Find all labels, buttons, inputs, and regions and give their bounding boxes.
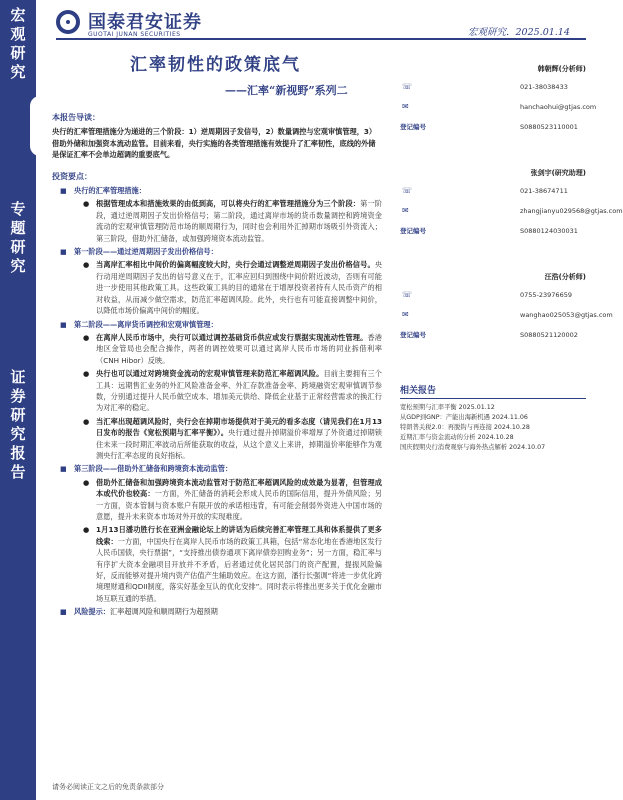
point-body: 目前主要拥有三个工具：远期售汇业务的外汇风险准备金率、外汇存款准备金率、跨境融资宏观审慎调节参数，分别通过提升人民币做空成本、增加美元供给、降低企业基于正常经营需求的换汇行为对汇率的稳定。	[96, 369, 382, 413]
point-lead: 1月13日潘功胜行长在亚洲金融论坛上的讲话为后续完善汇率管理工具和体系提供了更多线索：	[96, 525, 382, 546]
point-body: 香港地区金管局也会配合操作，两者的调控效果可以通过离岸人民币市场的同业拆借利率（CNH Hibor）反映。	[96, 332, 382, 365]
phone-icon: ☏	[402, 186, 413, 195]
analyst-code-row	[400, 330, 586, 340]
analyst-email-row	[400, 206, 623, 216]
header-divider	[56, 38, 586, 40]
analyst-email[interactable]: wanghao025053@gtjas.com	[520, 311, 613, 319]
point-body: 央行动用逆周期因子发出的信号意义在于，汇率应回归到围绕中间价附近波动，否则有可能进一步使用其他政策工具。这些政策工具的目的通常在于增厚投资者持有人民币资产的相对收益，从而减少做空需求，防范汇率超调风险。此外，央行也有可能直接调整中间价，以降低市场价偏离中间价的幅度。	[96, 260, 382, 316]
risk-label: 风险提示：	[74, 607, 110, 617]
related-report-link[interactable]: 近期汇率与资金流动的分析 2024.10.28	[400, 434, 514, 441]
report-title: 汇率韧性的政策底气	[130, 55, 301, 75]
related-report-link[interactable]: 国庆假期央行消费观察与海外热点解析 2024.10.07	[400, 444, 546, 451]
analyst-code: S0880124030031	[520, 227, 578, 235]
sidebar-label-topic: 专 题 研 究	[10, 200, 26, 275]
sidebar-label-report: 证 券 研 究 报 告	[10, 368, 26, 481]
point-body: 一方面，外汇储备的消耗会形成人民币的国际信用，提升外债风险；另一方面，资本管制与资本账户有限开放的承诺相违背，有可能会削弱外资进入中国市场的意愿，提升未来资本市场对外开放的实现难度。	[96, 489, 382, 521]
bullet-icon: ■	[60, 248, 67, 257]
point-paragraph	[52, 198, 382, 244]
risk-text: 汇率超调风险和顺周期行为超预期	[109, 607, 218, 617]
analyst-phone-row	[400, 290, 586, 300]
logo-text-en: GUOTAI JUNAN SECURITIES	[88, 31, 181, 38]
analyst-phone-row	[400, 186, 586, 196]
email-icon: ✉	[402, 206, 409, 215]
related-reports-list	[400, 403, 586, 453]
analyst-email[interactable]: zhangjianyu029568@gtjas.com	[520, 207, 623, 215]
section-heading	[52, 246, 382, 257]
analyst-card	[400, 168, 623, 272]
section-heading-text: 第二阶段——离岸货币调控和宏观审慎管理：	[74, 319, 218, 329]
analyst-card	[400, 64, 597, 168]
email-icon: ✉	[402, 310, 409, 319]
section-heading	[52, 463, 382, 474]
email-icon: ✉	[402, 102, 409, 111]
phone-icon: ☏	[402, 290, 413, 299]
logo-icon	[56, 10, 80, 34]
analyst-code-label: 登记编号	[400, 123, 426, 131]
related-report-link[interactable]: 宽松预期与汇率平衡 2025.01.12	[400, 404, 495, 411]
bullet-icon: ●	[83, 260, 90, 270]
analyst-email-row	[400, 310, 613, 320]
risk-note	[52, 606, 382, 617]
bullet-icon: ■	[60, 187, 67, 196]
point-paragraph	[52, 524, 382, 604]
analyst-phone: 021-38674711	[520, 187, 568, 195]
analyst-email-row	[400, 102, 597, 112]
section-heading-text: 央行的汇率管理措施：	[74, 186, 146, 196]
bullet-icon: ●	[83, 199, 90, 209]
analyst-phone: 0755-23976659	[520, 291, 572, 299]
point-paragraph	[52, 416, 382, 462]
section-heading-text: 第三阶段——借助外汇储备和跨境资本流动监管：	[74, 464, 233, 474]
guide-heading: 本报告导读：	[52, 113, 100, 122]
point-lead: 借助外汇储备和加强跨境资本流动监管对于防范汇率超调风险的成效最为显著，但管理成本或代价也较高：	[96, 477, 382, 499]
bullet-icon: ●	[83, 416, 90, 426]
guide-text: 央行的汇率管理措施分为递进的三个阶段：1）逆周期因子发信号，2）数量调控与宏观审慎管理，3）借助外储和加强资本流动监管。目前来看，央行实施的各类管理措施有效提升了汇率韧性，底线的外储是保证汇率不会单边超调的重要底气。	[52, 127, 377, 160]
footer-disclaimer: 请务必阅读正文之后的免责条款部分	[52, 783, 164, 791]
point-paragraph	[52, 332, 382, 366]
analyst-panel	[400, 64, 623, 453]
analyst-code-label: 登记编号	[400, 331, 426, 339]
point-body: 第一阶段，通过逆周期因子发出价格信号；第二阶段，通过离岸市场的货币数量调控和跨境资金流动的宏观审慎管理防范市场的顺周期行为，同时也会利用外汇掉期市场吸引外资流入；第三阶段，借助外汇储备，或加强跨境资本流动监管。	[96, 199, 382, 243]
bullet-icon: ●	[83, 332, 90, 342]
analyst-name: 汪浩(分析师)	[544, 273, 586, 281]
bullet-icon: ■	[60, 465, 67, 474]
analyst-code: S0880521120002	[520, 331, 578, 339]
analyst-phone-row	[400, 82, 586, 92]
analyst-code-row	[400, 226, 586, 236]
point-lead: 在离岸人民币市场中，央行可以通过调控基础货币供应或发行票据实现流动性管理。	[96, 332, 368, 342]
phone-icon: ☏	[402, 82, 413, 91]
analyst-card	[400, 272, 613, 376]
point-paragraph	[52, 368, 382, 414]
point-paragraph	[52, 259, 382, 316]
section-heading	[52, 185, 382, 196]
bullet-icon: ●	[83, 369, 90, 379]
bullet-icon: ●	[83, 477, 90, 487]
sidebar-label-macro: 宏 观 研 究	[10, 6, 26, 81]
bullet-icon: ■	[60, 607, 67, 617]
analyst-email[interactable]: hanchaohui@gtjas.com	[520, 103, 597, 111]
point-lead: 央行也可以通过对跨境资金流动的宏观审慎管理来防范汇率超调风险。	[96, 369, 324, 379]
main-content	[52, 112, 382, 618]
report-subtitle: ——汇率“新视野”系列二	[225, 84, 348, 97]
points-list	[52, 185, 382, 604]
analyst-code: S0880523110001	[520, 123, 578, 131]
bullet-icon: ■	[60, 320, 67, 329]
point-body: 一方面，中国央行在离岸人民币市场的政策工具箱，包括“常态化地在香港地区发行人民币国债，央行票据”，“支持推出债券通项下离岸债券回购业务”；另一方面，稳汇率与有序扩大资本金融项目开放并不矛盾，后者通过优化居民部门的资产配置，提振风险偏好，反而能够对提升境内资产估值产生辅助效应。在这方面，潘行长强调“将进一步优化跨境理财通和QDII制度，落实好基金互认的优化安排”。同时表示将推出更多关于优化金融市场互联互通的举措。	[96, 536, 382, 603]
point-lead: 当离岸汇率相比中间价的偏离幅度较大时，央行会通过调整逆周期因子发出价格信号。	[96, 260, 375, 270]
analyst-code-label: 登记编号	[400, 227, 426, 235]
related-report-link[interactable]: 从GDP到GNP：产能出海新机遇 2024.11.06	[400, 414, 528, 421]
point-body: 央行通过提升掉期溢价率增厚了外资通过掉期锁住未来一段时期汇率波动后所能获取的收益，从这个意义上来讲，掉期溢价率能够作为观测央行汇率态度的良好指标。	[96, 428, 382, 460]
bullet-icon: ●	[83, 525, 90, 535]
point-lead: 根据管理成本和措施效果的由低到高，可以将央行的汇率管理措施分为三个阶段：	[96, 199, 361, 209]
section-heading	[52, 319, 382, 330]
analyst-list	[400, 64, 623, 376]
logo-text-cn: 国泰君安证券	[88, 12, 202, 33]
related-reports-heading: 相关报告	[400, 386, 586, 399]
analyst-name: 张剑宇(研究助理)	[530, 169, 586, 177]
analyst-name: 韩朝辉(分析师)	[537, 65, 586, 73]
header-category-date: 宏观研究．2025.01.14	[468, 27, 570, 38]
section-heading-text: 第一阶段——通过逆周期因子发出价格信号：	[74, 247, 218, 257]
analyst-phone: 021-38038433	[520, 83, 568, 91]
points-heading: 投资要点：	[52, 171, 92, 181]
point-paragraph	[52, 477, 382, 523]
analyst-code-row	[400, 122, 586, 132]
sidebar-notch	[30, 96, 40, 156]
point-lead: 当汇率出现超调风险时，央行会在掉期市场提供对于美元的看多态度（请见我们在1月13日发布的报告《宽松预期与汇率平衡》）。	[96, 416, 382, 438]
related-report-link[interactable]: 特朗普关税2.0：再脱钩与再连接 2024.10.28	[400, 424, 530, 431]
